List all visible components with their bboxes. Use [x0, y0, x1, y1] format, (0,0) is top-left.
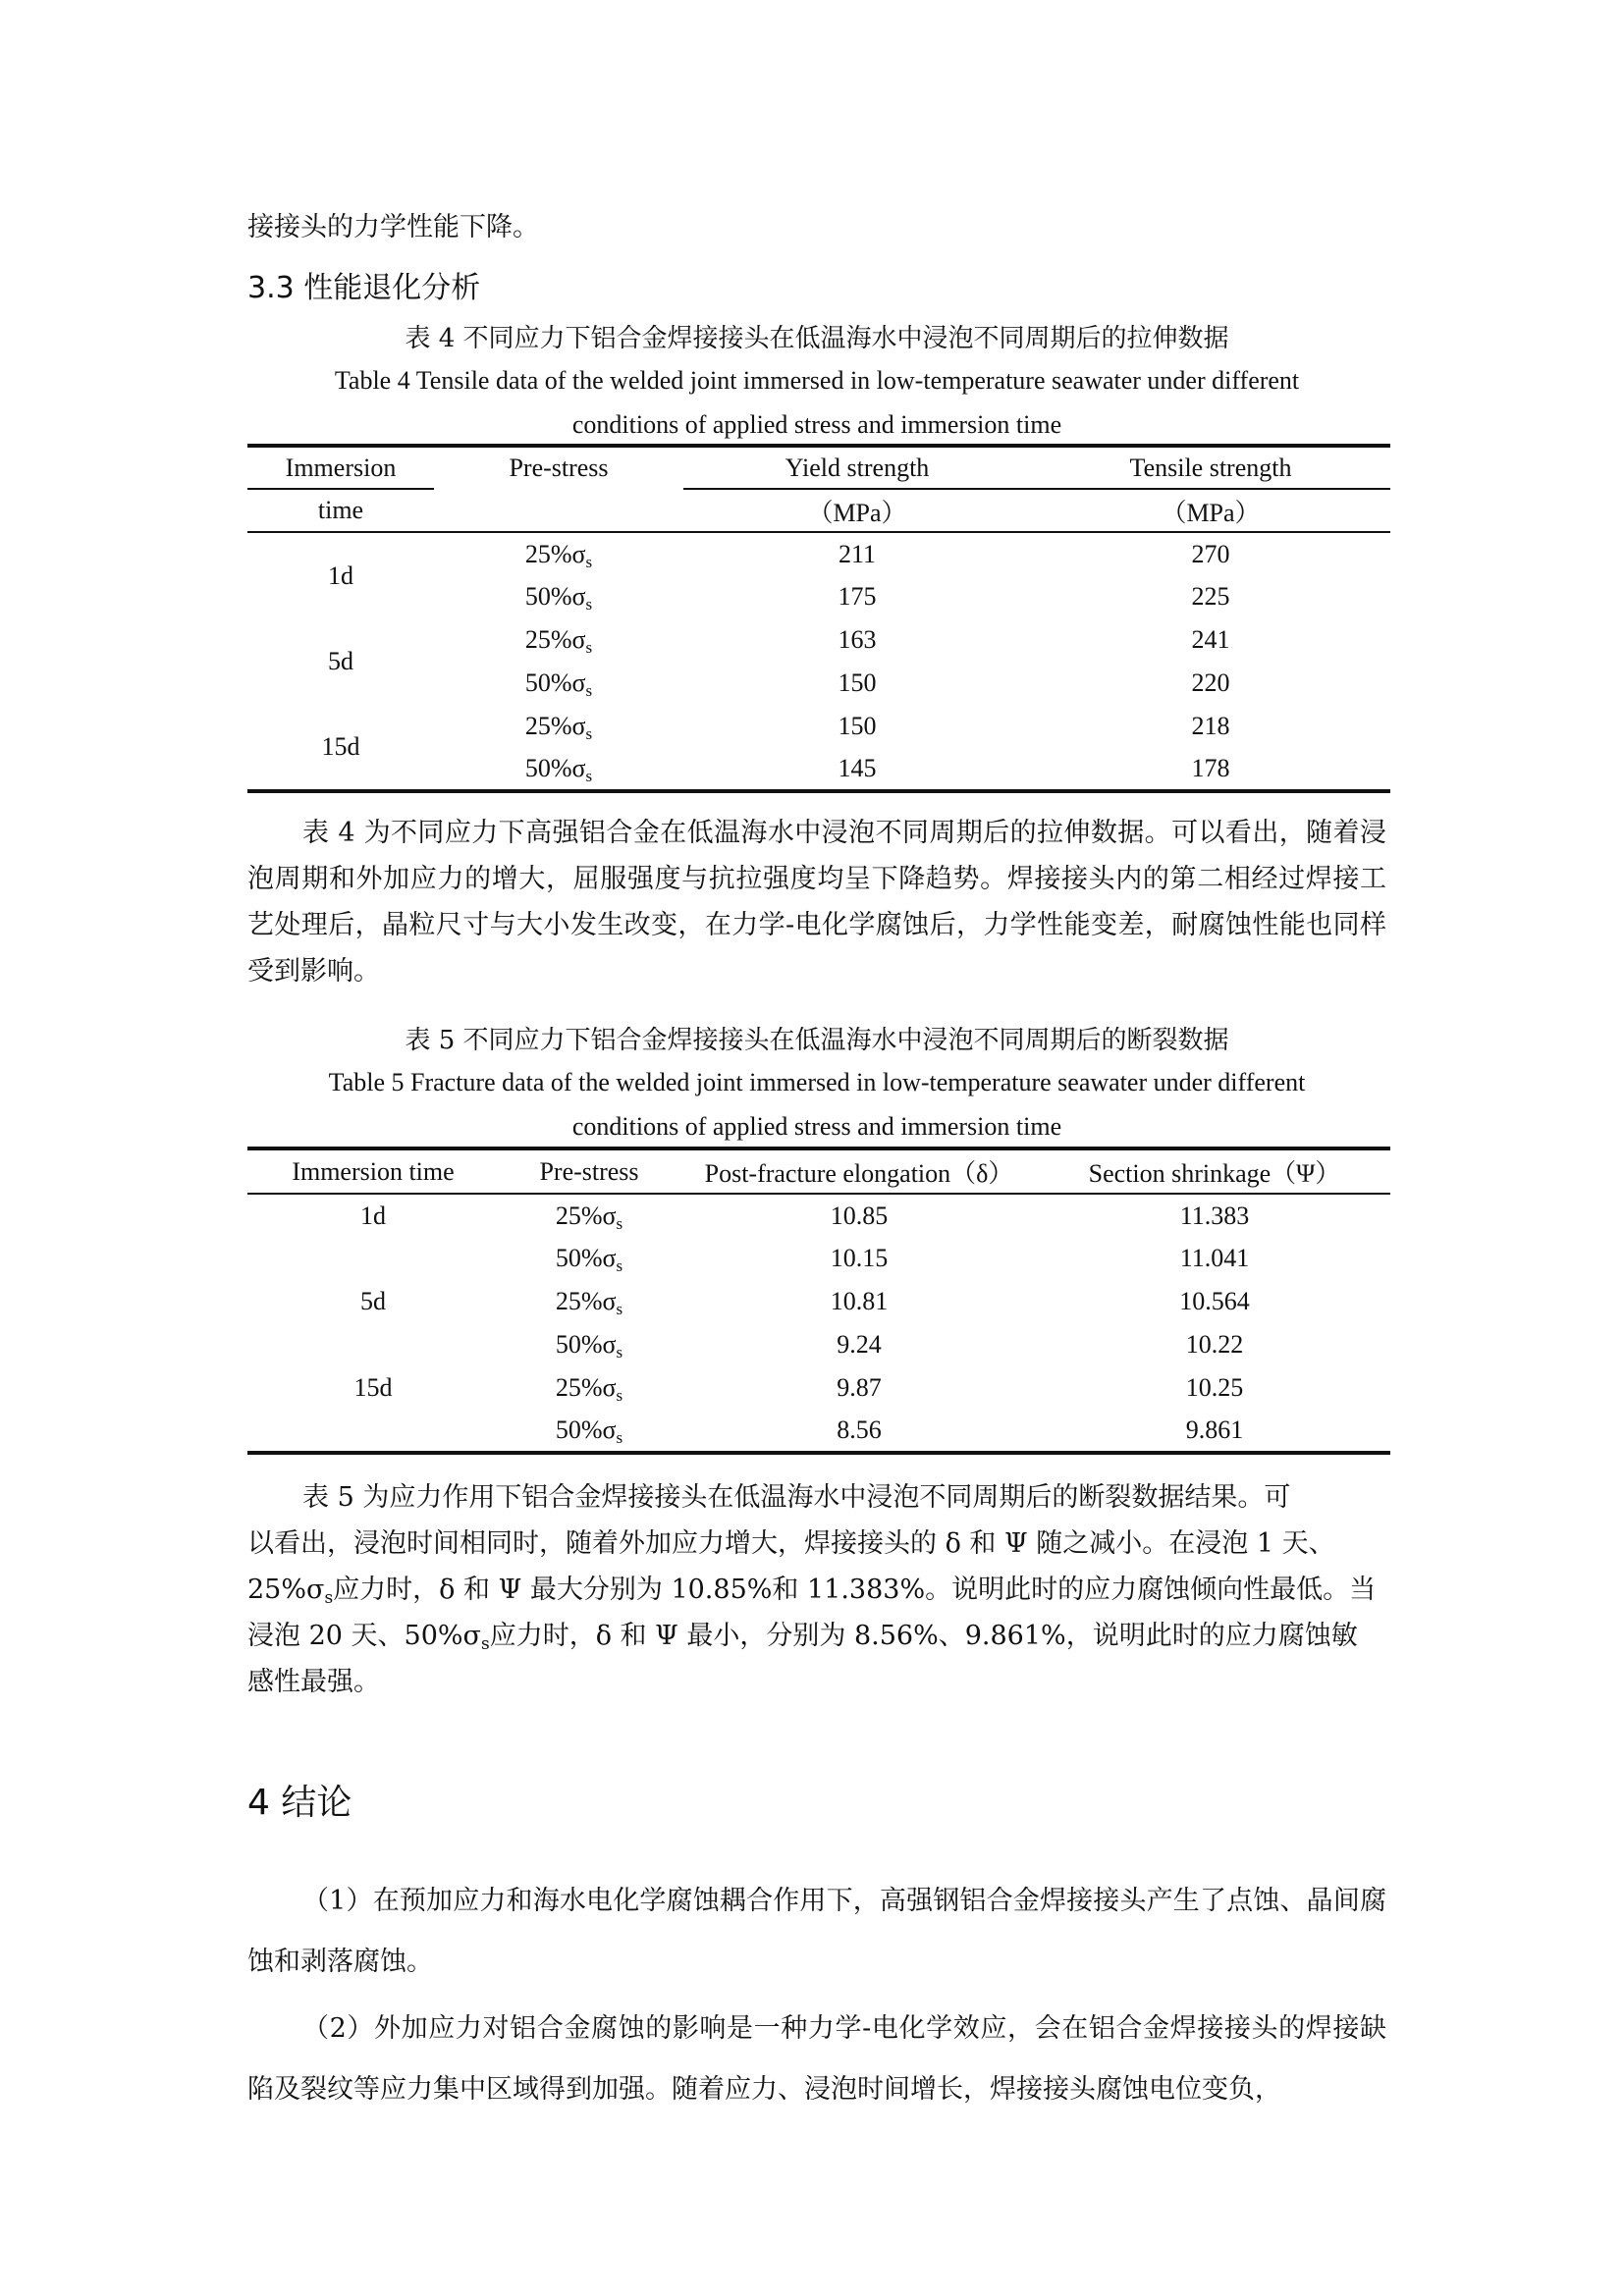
table4-yield-cell: 150 [838, 712, 877, 740]
conclusion-item-2: （2）外加应力对铝合金腐蚀的影响是一种力学-电化学效应，会在铝合金焊接接头的焊接缺陷及裂纹等应力集中区域得到加强。随着应力、浸泡时间增长，焊接接头腐蚀电位变负， [247, 2013, 1386, 2105]
table5-time-cell [247, 1323, 499, 1366]
table4-tensile-cell: 225 [1191, 582, 1230, 611]
table4-header-row-2 [247, 489, 1390, 532]
table4-caption-en-line1: Table 4 Tensile data of the welded joint immersed in low-temperature seawater under different [334, 366, 1300, 395]
table-row [247, 705, 1390, 748]
table4-yield-cell: 211 [838, 539, 877, 568]
table5-stress-cell: 25%σs [555, 1287, 623, 1318]
table5-fracture-data [247, 1147, 1390, 1455]
table4-header-yield: Yield strength [683, 446, 1031, 489]
table4-stress-cell: 25%σs [524, 712, 593, 743]
table4-tensile-cell: 270 [1191, 539, 1230, 568]
table5-time-cell: 15d [353, 1373, 393, 1402]
table5-time-cell: 1d [360, 1201, 386, 1230]
table4-time-cell: 1d [328, 561, 353, 590]
table5-header-elongation: Post-fracture elongation（δ） [679, 1148, 1039, 1194]
table5-elongation-cell: 10.15 [830, 1244, 889, 1272]
table5-shrinkage-cell: 11.383 [1179, 1201, 1250, 1230]
table4-caption-cn: 表 4 不同应力下铝合金焊接接头在低温海水中浸泡不同周期后的拉伸数据 [405, 324, 1229, 353]
table5-time-cell: 5d [360, 1287, 386, 1315]
table4-stress-cell: 25%σs [524, 539, 593, 571]
section-heading-3-3: 3.3 性能退化分析 [247, 271, 481, 305]
table5-stress-cell: 50%σs [555, 1244, 623, 1275]
paragraph-table5-line-4: 浸泡 20 天、50%σs应力时，δ 和 Ψ 最小，分别为 8.56%、9.861%，说明此时的应力腐蚀敏 [247, 1621, 1358, 1654]
conclusion-item-1: （1）在预加应力和海水电化学腐蚀耦合作用下，高强钢铝合金焊接接头产生了点蚀、晶间腐蚀和剥落腐蚀。 [247, 1886, 1386, 1977]
table5-stress-cell: 25%σs [555, 1373, 623, 1405]
table5-shrinkage-cell: 11.041 [1179, 1244, 1250, 1272]
table4-header-immersion: Immersion [247, 446, 434, 489]
table4-stress-cell: 50%σs [524, 668, 593, 700]
table4-yield-cell: 175 [838, 582, 877, 611]
table5-caption-cn: 表 5 不同应力下铝合金焊接接头在低温海水中浸泡不同周期后的断裂数据 [405, 1026, 1229, 1055]
table4-tensile-cell: 220 [1191, 668, 1230, 697]
table4-yield-cell: 145 [838, 754, 877, 782]
table4-tensile-cell: 218 [1191, 712, 1230, 740]
table5-time-cell [247, 1237, 499, 1280]
intro-line: 接接头的力学性能下降。 [247, 212, 539, 242]
table-row [247, 1366, 1390, 1410]
table5-elongation-cell: 10.81 [830, 1287, 889, 1315]
table4-header-tensile: Tensile strength [1031, 446, 1390, 489]
table5-stress-cell: 50%σs [555, 1415, 623, 1447]
table4-yield-cell: 150 [838, 668, 877, 697]
table5-shrinkage-cell: 10.22 [1185, 1330, 1244, 1359]
table5-header-shrinkage: Section shrinkage（Ψ） [1039, 1148, 1390, 1194]
table4-header-yield-unit: （MPa） [683, 489, 1031, 532]
table4-stress-cell: 50%σs [524, 754, 593, 785]
table4-header-row [247, 446, 1390, 489]
table5-time-cell [247, 1410, 499, 1453]
table5-elongation-cell: 9.24 [837, 1330, 882, 1359]
table5-stress-cell: 25%σs [555, 1201, 623, 1233]
table5-shrinkage-cell: 10.564 [1179, 1287, 1250, 1315]
table4-yield-cell: 163 [838, 625, 877, 654]
paragraph-table5-line-1: 表 5 为应力作用下铝合金焊接接头在低温海水中浸泡不同周期后的断裂数据结果。可 [302, 1482, 1291, 1513]
table4-tensile-cell: 241 [1191, 625, 1230, 654]
table5-stress-cell: 50%σs [555, 1330, 623, 1362]
table-row [247, 1280, 1390, 1323]
table4-tensile-cell: 178 [1191, 754, 1230, 782]
table4-time-cell: 5d [328, 647, 353, 675]
table5-header-prestress: Pre-stress [499, 1148, 679, 1194]
table4-header-prestress: Pre-stress [434, 446, 683, 532]
table-row [247, 1323, 1390, 1366]
table4-header-immersion-unit: time [247, 489, 434, 532]
section-heading-4: 4 结论 [247, 1783, 352, 1823]
paragraph-table4-discussion: 表 4 为不同应力下高强铝合金在低温海水中浸泡不同周期后的拉伸数据。可以看出，随着浸泡周期和外加应力的增大，屈服强度与抗拉强度均呈下降趋势。焊接接头内的第二相经过焊接工艺处理后，晶粒尺寸与大小发生改变，在力学-电化学腐蚀后，力学性能变差，耐腐蚀性能也同样受到影响。 [247, 818, 1386, 987]
table5-header-immersion: Immersion time [247, 1148, 499, 1194]
table4-tensile-data [247, 444, 1390, 793]
table4-time-cell: 15d [321, 732, 360, 761]
table-row [247, 1237, 1390, 1280]
table5-shrinkage-cell: 10.25 [1185, 1373, 1244, 1402]
table5-elongation-cell: 9.87 [837, 1373, 882, 1402]
table5-header-row [247, 1148, 1390, 1194]
table-row [247, 532, 1390, 575]
table5-elongation-cell: 8.56 [837, 1415, 882, 1444]
table5-shrinkage-cell: 9.861 [1185, 1415, 1244, 1444]
table5-caption-en-line1: Table 5 Fracture data of the welded joint immersed in low-temperature seawater under different [328, 1068, 1306, 1096]
table4-stress-cell: 50%σs [524, 582, 593, 614]
table-row [247, 1194, 1390, 1237]
paragraph-table5-line-3: 25%σs应力时，δ 和 Ψ 最大分别为 10.85%和 11.383%。说明此时的应力腐蚀倾向性最低。当 [247, 1575, 1377, 1608]
paragraph-table5-line-2: 以看出，浸泡时间相同时，随着外加应力增大，焊接接头的 δ 和 Ψ 随之减小。在浸泡 1 天、 [247, 1528, 1335, 1559]
table-row [247, 1410, 1390, 1453]
table4-caption-en-line2: conditions of applied stress and immersion time [571, 410, 1062, 439]
table-row [247, 618, 1390, 662]
table5-elongation-cell: 10.85 [830, 1201, 889, 1230]
table5-caption-en-line2: conditions of applied stress and immersion time [571, 1112, 1062, 1141]
paragraph-table5-line-5: 感性最强。 [247, 1667, 380, 1697]
table4-stress-cell: 25%σs [524, 625, 593, 657]
table4-header-tensile-unit: （MPa） [1031, 489, 1390, 532]
